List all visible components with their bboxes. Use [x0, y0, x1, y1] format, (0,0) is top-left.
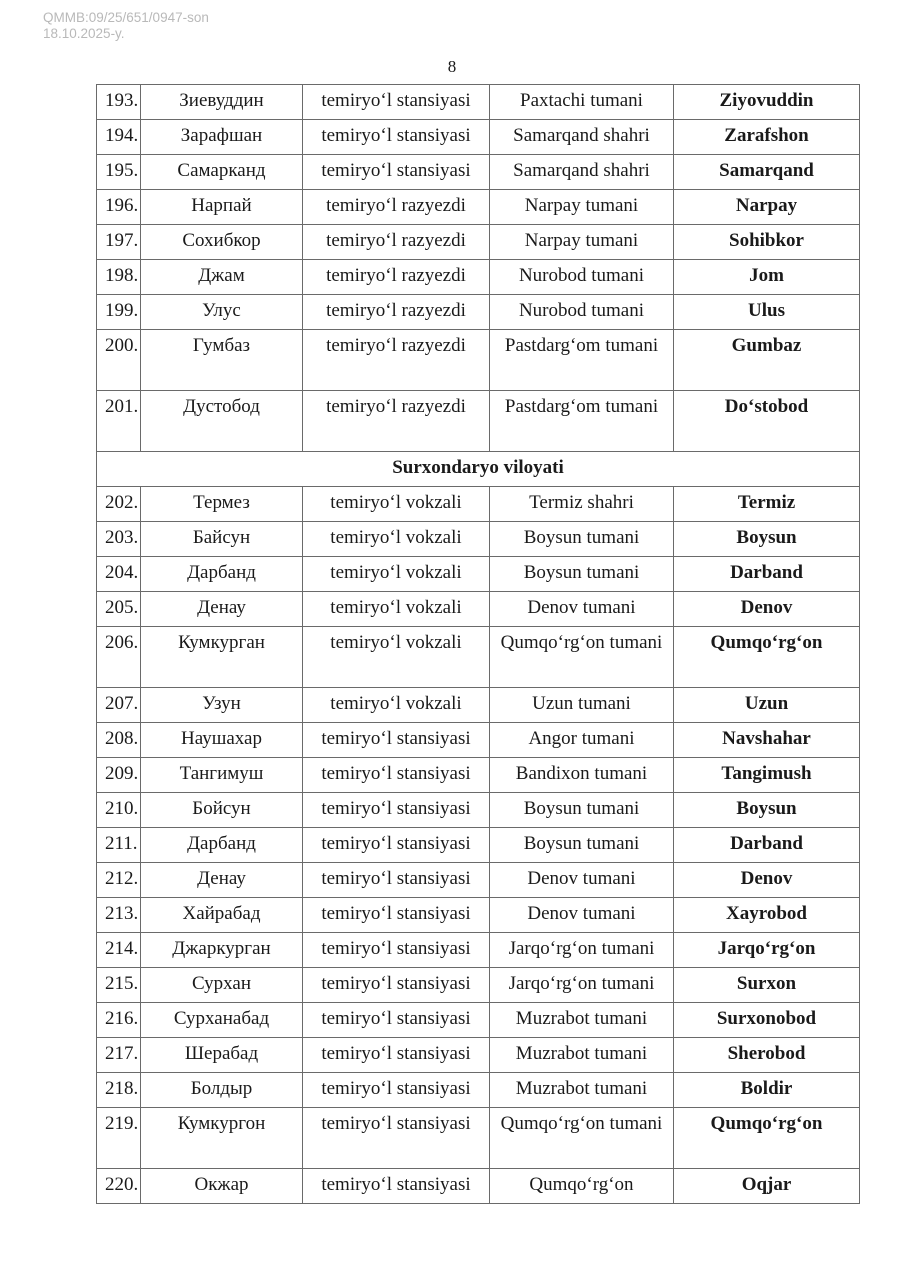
- station-name-russian: Дустобод: [141, 391, 303, 452]
- row-number: 216.: [97, 1003, 141, 1038]
- station-name-russian: Сохибкор: [141, 225, 303, 260]
- table-row: [97, 120, 860, 155]
- station-name-russian: Узун: [141, 688, 303, 723]
- station-name-uzbek: Denov: [674, 863, 860, 898]
- page-number: 8: [447, 57, 457, 76]
- station-name-uzbek: Xayrobod: [674, 898, 860, 933]
- stamp-date: 18.10.2025-y.: [43, 26, 125, 41]
- station-name-russian: Окжар: [141, 1169, 303, 1204]
- district-name: Denov tumani: [490, 898, 674, 933]
- table-row: [97, 522, 860, 557]
- station-name-russian: Кумкургон: [141, 1108, 303, 1169]
- station-type: temiryo‘l stansiyasi: [303, 723, 490, 758]
- station-name-russian: Бойсун: [141, 793, 303, 828]
- station-type: temiryo‘l stansiyasi: [303, 968, 490, 1003]
- station-name-uzbek: Ziyovuddin: [674, 85, 860, 120]
- table-row: [97, 723, 860, 758]
- table-row: [97, 295, 860, 330]
- table-row: [97, 1073, 860, 1108]
- station-type: temiryo‘l razyezdi: [303, 225, 490, 260]
- station-name-uzbek: Oqjar: [674, 1169, 860, 1204]
- district-name: Denov tumani: [490, 592, 674, 627]
- table-row: [97, 487, 860, 522]
- district-name: Qumqo‘rg‘on tumani: [490, 627, 674, 688]
- row-number: 195.: [97, 155, 141, 190]
- table-row: [97, 592, 860, 627]
- station-name-russian: Улус: [141, 295, 303, 330]
- table-row: [97, 828, 860, 863]
- station-name-uzbek: Narpay: [674, 190, 860, 225]
- table-row: [97, 225, 860, 260]
- station-name-uzbek: Uzun: [674, 688, 860, 723]
- row-number: 213.: [97, 898, 141, 933]
- table-body-region-header: [97, 452, 860, 487]
- table-row: [97, 155, 860, 190]
- district-name: Qumqo‘rg‘on tumani: [490, 1108, 674, 1169]
- row-number: 201.: [97, 391, 141, 452]
- station-name-russian: Дарбанд: [141, 557, 303, 592]
- stations-table: [96, 84, 860, 1204]
- station-name-uzbek: Boldir: [674, 1073, 860, 1108]
- row-number: 208.: [97, 723, 141, 758]
- station-type: temiryo‘l stansiyasi: [303, 85, 490, 120]
- row-number: 217.: [97, 1038, 141, 1073]
- row-number: 207.: [97, 688, 141, 723]
- district-name: Bandixon tumani: [490, 758, 674, 793]
- station-type: temiryo‘l stansiyasi: [303, 793, 490, 828]
- station-name-russian: Зарафшан: [141, 120, 303, 155]
- station-name-uzbek: Qumqo‘rg‘on: [674, 627, 860, 688]
- station-type: temiryo‘l vokzali: [303, 688, 490, 723]
- table-row: [97, 898, 860, 933]
- station-name-russian: Болдыр: [141, 1073, 303, 1108]
- row-number: 198.: [97, 260, 141, 295]
- station-type: temiryo‘l vokzali: [303, 487, 490, 522]
- table-row: [97, 793, 860, 828]
- table-row: [97, 1108, 860, 1169]
- station-name-uzbek: Jom: [674, 260, 860, 295]
- station-name-russian: Тангимуш: [141, 758, 303, 793]
- station-type: temiryo‘l razyezdi: [303, 295, 490, 330]
- station-name-uzbek: Termiz: [674, 487, 860, 522]
- row-number: 212.: [97, 863, 141, 898]
- table-row: [97, 1169, 860, 1204]
- district-name: Narpay tumani: [490, 225, 674, 260]
- row-number: 200.: [97, 330, 141, 391]
- station-name-uzbek: Qumqo‘rg‘on: [674, 1108, 860, 1169]
- station-type: temiryo‘l stansiyasi: [303, 1038, 490, 1073]
- station-type: temiryo‘l stansiyasi: [303, 933, 490, 968]
- station-type: temiryo‘l razyezdi: [303, 330, 490, 391]
- district-name: Pastdarg‘om tumani: [490, 391, 674, 452]
- row-number: 194.: [97, 120, 141, 155]
- row-number: 197.: [97, 225, 141, 260]
- station-name-russian: Нарпай: [141, 190, 303, 225]
- row-number: 199.: [97, 295, 141, 330]
- row-number: 205.: [97, 592, 141, 627]
- station-type: temiryo‘l stansiyasi: [303, 1169, 490, 1204]
- station-name-uzbek: Gumbaz: [674, 330, 860, 391]
- district-name: Boysun tumani: [490, 557, 674, 592]
- row-number: 204.: [97, 557, 141, 592]
- row-number: 219.: [97, 1108, 141, 1169]
- table-body-samarqand: [97, 85, 860, 452]
- document-stamp: [43, 10, 209, 42]
- row-number: 215.: [97, 968, 141, 1003]
- row-number: 211.: [97, 828, 141, 863]
- row-number: 203.: [97, 522, 141, 557]
- district-name: Samarqand shahri: [490, 120, 674, 155]
- station-name-uzbek: Sherobod: [674, 1038, 860, 1073]
- station-name-uzbek: Boysun: [674, 793, 860, 828]
- row-number: 193.: [97, 85, 141, 120]
- station-name-russian: Наушахар: [141, 723, 303, 758]
- district-name: Jarqo‘rg‘on tumani: [490, 968, 674, 1003]
- district-name: Muzrabot tumani: [490, 1003, 674, 1038]
- station-name-uzbek: Ulus: [674, 295, 860, 330]
- station-name-uzbek: Tangimush: [674, 758, 860, 793]
- station-name-russian: Зиевуддин: [141, 85, 303, 120]
- station-name-russian: Джам: [141, 260, 303, 295]
- district-name: Muzrabot tumani: [490, 1038, 674, 1073]
- station-name-russian: Самарканд: [141, 155, 303, 190]
- station-type: temiryo‘l vokzali: [303, 522, 490, 557]
- station-name-russian: Байсун: [141, 522, 303, 557]
- table-row: [97, 688, 860, 723]
- station-name-russian: Хайрабад: [141, 898, 303, 933]
- station-name-russian: Сурханабад: [141, 1003, 303, 1038]
- station-name-uzbek: Surxonobod: [674, 1003, 860, 1038]
- row-number: 210.: [97, 793, 141, 828]
- district-name: Paxtachi tumani: [490, 85, 674, 120]
- district-name: Samarqand shahri: [490, 155, 674, 190]
- table-row: [97, 190, 860, 225]
- station-type: temiryo‘l stansiyasi: [303, 828, 490, 863]
- row-number: 196.: [97, 190, 141, 225]
- station-type: temiryo‘l razyezdi: [303, 391, 490, 452]
- table-row: [97, 933, 860, 968]
- station-name-russian: Шерабад: [141, 1038, 303, 1073]
- station-type: temiryo‘l stansiyasi: [303, 155, 490, 190]
- district-name: Boysun tumani: [490, 522, 674, 557]
- table-row: [97, 863, 860, 898]
- district-name: Pastdarg‘om tumani: [490, 330, 674, 391]
- station-type: temiryo‘l stansiyasi: [303, 1003, 490, 1038]
- station-name-russian: Термез: [141, 487, 303, 522]
- table-body-surxondaryo: [97, 487, 860, 1204]
- station-name-russian: Кумкурган: [141, 627, 303, 688]
- station-type: temiryo‘l vokzali: [303, 592, 490, 627]
- table-row: [97, 85, 860, 120]
- district-name: Nurobod tumani: [490, 295, 674, 330]
- station-name-uzbek: Zarafshon: [674, 120, 860, 155]
- region-header-row: [97, 452, 860, 487]
- table-row: [97, 557, 860, 592]
- region-title: Surxondaryo viloyati: [97, 452, 860, 487]
- station-name-uzbek: Navshahar: [674, 723, 860, 758]
- row-number: 220.: [97, 1169, 141, 1204]
- row-number: 214.: [97, 933, 141, 968]
- row-number: 218.: [97, 1073, 141, 1108]
- row-number: 206.: [97, 627, 141, 688]
- station-name-uzbek: Darband: [674, 828, 860, 863]
- district-name: Termiz shahri: [490, 487, 674, 522]
- station-type: temiryo‘l stansiyasi: [303, 898, 490, 933]
- station-type: temiryo‘l razyezdi: [303, 190, 490, 225]
- station-name-uzbek: Darband: [674, 557, 860, 592]
- district-name: Uzun tumani: [490, 688, 674, 723]
- station-name-uzbek: Samarqand: [674, 155, 860, 190]
- station-name-uzbek: Boysun: [674, 522, 860, 557]
- district-name: Boysun tumani: [490, 828, 674, 863]
- station-type: temiryo‘l vokzali: [303, 627, 490, 688]
- table-row: [97, 968, 860, 1003]
- table-row: [97, 1038, 860, 1073]
- station-name-uzbek: Jarqo‘rg‘on: [674, 933, 860, 968]
- station-type: temiryo‘l stansiyasi: [303, 1108, 490, 1169]
- table-row: [97, 260, 860, 295]
- table-row: [97, 391, 860, 452]
- district-name: Denov tumani: [490, 863, 674, 898]
- station-type: temiryo‘l stansiyasi: [303, 758, 490, 793]
- district-name: Boysun tumani: [490, 793, 674, 828]
- table-row: [97, 1003, 860, 1038]
- district-name: Angor tumani: [490, 723, 674, 758]
- row-number: 209.: [97, 758, 141, 793]
- row-number: 202.: [97, 487, 141, 522]
- station-type: temiryo‘l razyezdi: [303, 260, 490, 295]
- table-row: [97, 627, 860, 688]
- station-type: temiryo‘l stansiyasi: [303, 863, 490, 898]
- district-name: Narpay tumani: [490, 190, 674, 225]
- station-name-russian: Сурхан: [141, 968, 303, 1003]
- stamp-registration: QMMB:09/25/651/0947-son: [43, 10, 209, 25]
- station-name-uzbek: Do‘stobod: [674, 391, 860, 452]
- station-name-russian: Дарбанд: [141, 828, 303, 863]
- station-type: temiryo‘l stansiyasi: [303, 120, 490, 155]
- station-name-russian: Денау: [141, 863, 303, 898]
- station-name-russian: Джаркурган: [141, 933, 303, 968]
- station-type: temiryo‘l vokzali: [303, 557, 490, 592]
- station-name-uzbek: Denov: [674, 592, 860, 627]
- station-name-russian: Денау: [141, 592, 303, 627]
- station-name-uzbek: Surxon: [674, 968, 860, 1003]
- station-type: temiryo‘l stansiyasi: [303, 1073, 490, 1108]
- district-name: Qumqo‘rg‘on: [490, 1169, 674, 1204]
- station-name-uzbek: Sohibkor: [674, 225, 860, 260]
- table-row: [97, 330, 860, 391]
- station-name-russian: Гумбаз: [141, 330, 303, 391]
- district-name: Muzrabot tumani: [490, 1073, 674, 1108]
- table-row: [97, 758, 860, 793]
- district-name: Jarqo‘rg‘on tumani: [490, 933, 674, 968]
- district-name: Nurobod tumani: [490, 260, 674, 295]
